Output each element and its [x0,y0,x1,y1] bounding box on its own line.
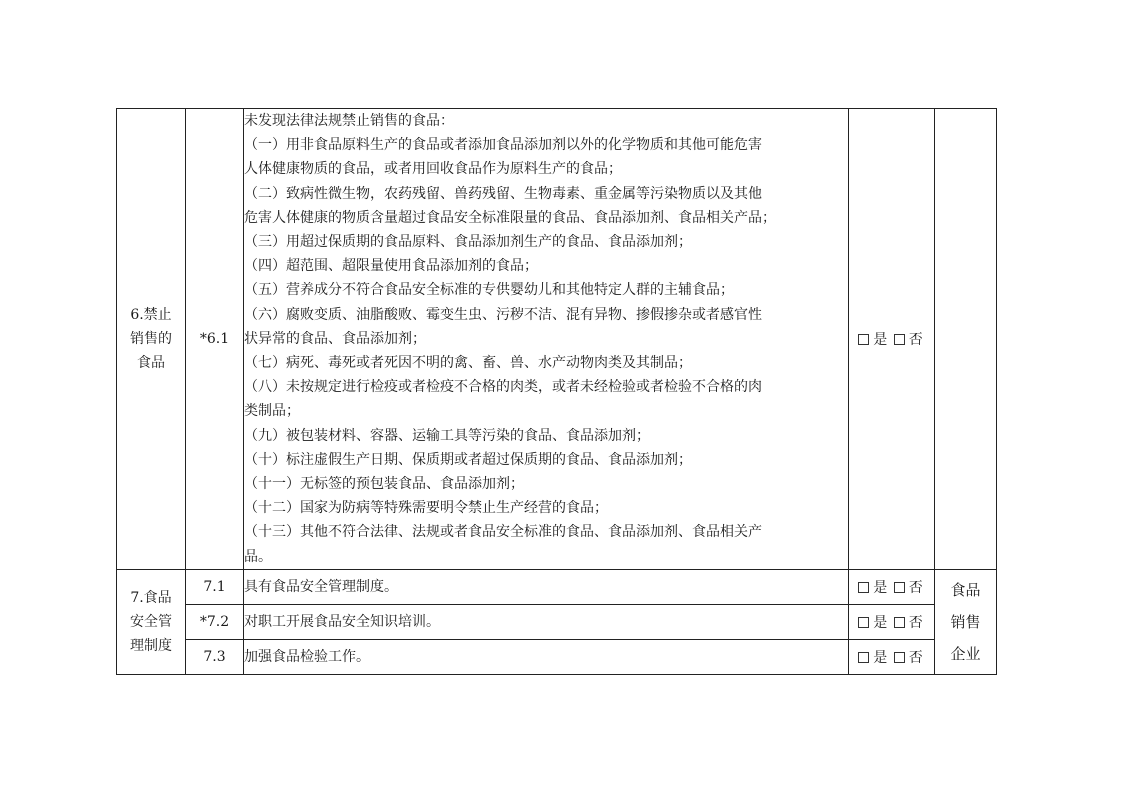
item-7-2-content: 对职工开展食品安全知识培训。 [244,604,849,639]
yes-no-choice-7-1 [849,569,935,604]
section-7-category: 7.食品 安全管 理制度 [117,569,186,674]
content-line: （九）被包装材料、容器、运输工具等污染的食品、食品添加剂； [244,427,650,444]
yes-label: 是 [873,614,888,631]
yes-no-choice-7-2 [849,604,935,639]
content-line: （一）用非食品原料生产的食品或者添加食品添加剂以外的化学物质和其他可能危害 [244,137,762,154]
no-label: 否 [908,331,923,348]
yes-no-choice-7-3 [849,639,935,674]
item-7-2-row [117,604,997,639]
content-line: 未发现法律法规禁止销售的食品： [244,113,454,129]
item-7-1-row [117,569,997,604]
content-line: （五）营养成分不符合食品安全标准的专供婴幼儿和其他特定人群的主辅食品； [244,282,734,299]
yes-checkbox[interactable] [858,652,869,663]
section-6-row [117,109,997,570]
content-line: （十一）无标签的预包装食品、食品添加剂； [244,476,524,493]
no-label: 否 [908,649,923,666]
yes-checkbox[interactable] [858,582,869,593]
yes-checkbox[interactable] [858,617,869,628]
no-checkbox[interactable] [894,582,905,593]
yes-checkbox[interactable] [858,334,869,345]
no-label: 否 [908,614,923,631]
no-checkbox[interactable] [894,334,905,345]
content-line: （七）病死、毒死或者死因不明的禽、畜、兽、水产动物肉类及其制品； [244,355,692,372]
content-line: （十）标注虚假生产日期、保质期或者超过保质期的食品、食品添加剂； [244,451,692,468]
inspection-table [116,108,997,675]
content-line: 状异常的食品、食品添加剂； [244,330,426,347]
content-line: （四）超范围、超限量使用食品添加剂的食品； [244,258,538,275]
content-line: 人体健康物质的食品，或者用回收食品作为原料生产的食品； [244,161,622,178]
section-6-category: 6.禁止 销售的 食品 [117,109,186,570]
yes-no-choice-6-1 [849,109,935,570]
content-line: （二）致病性微生物，农药残留、兽药残留、生物毒素、重金属等污染物质以及其他 [244,185,762,202]
no-checkbox[interactable] [894,652,905,663]
item-code-7-1: 7.1 [186,569,244,604]
remark-cell-empty [935,109,997,570]
content-line: （六）腐败变质、油脂酸败、霉变生虫、污秽不洁、混有异物、掺假掺杂或者感官性 [244,306,762,323]
yes-label: 是 [873,649,888,666]
item-code-6-1: *6.1 [186,109,244,570]
content-line: （三）用超过保质期的食品原料、食品添加剂生产的食品、食品添加剂； [244,234,692,251]
item-code-7-3: 7.3 [186,639,244,674]
content-line: 危害人体健康的物质含量超过食品安全标准限量的食品、食品添加剂、食品相关产品； [244,209,776,226]
content-line: （十三）其他不符合法律、法规或者食品安全标准的食品、食品添加剂、食品相关产 [244,524,762,541]
no-checkbox[interactable] [894,617,905,628]
yes-label: 是 [873,579,888,596]
section-6-content [244,109,849,570]
item-7-1-content: 具有食品安全管理制度。 [244,569,849,604]
section-7-remark: 食品 销售 企业 [935,569,997,674]
no-label: 否 [908,579,923,596]
content-line: （八）未按规定进行检疫或者检疫不合格的肉类，或者未经检验或者检验不合格的肉 [244,379,762,396]
content-line: 类制品； [244,403,300,420]
item-7-3-content: 加强食品检验工作。 [244,639,849,674]
content-line: 品。 [244,548,272,565]
content-line: （十二）国家为防病等特殊需要明令禁止生产经营的食品； [244,500,608,517]
item-code-7-2: *7.2 [186,604,244,639]
yes-label: 是 [873,331,888,348]
item-7-3-row [117,639,997,674]
